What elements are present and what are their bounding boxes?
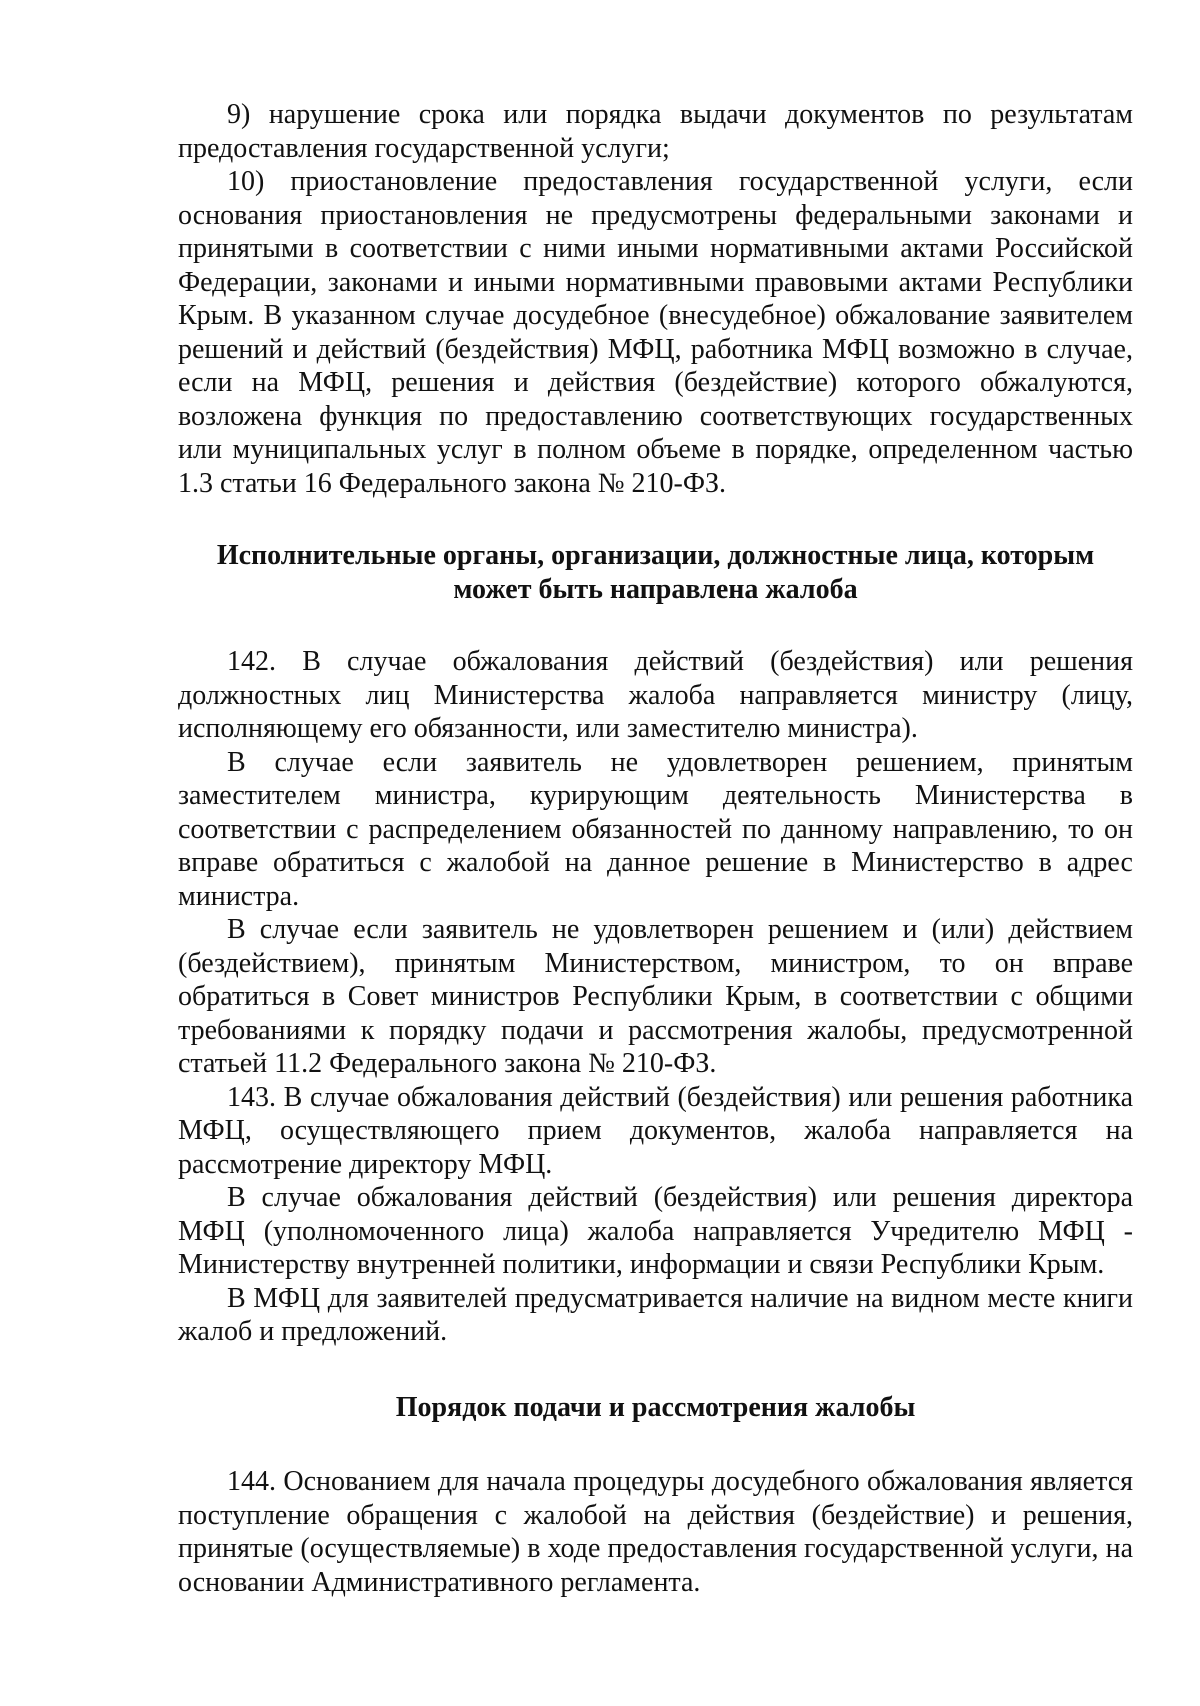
- paragraph-item-10: 10) приостановление предоставления государственной услуги, если основания приостановления не предусмотрены федеральными законами и принятыми в соответствии с ними иными нормативными актами Российской Федерации, законами и иными нормативными правовыми актами Республики Крым. В указанном случае досудебное (внесудебное) обжалование заявителем решений и действий (бездействия) МФЦ, работника МФЦ возможно в случае, если на МФЦ, решения и действия (бездействие) которого обжалуются, возложена функция по предоставлению соответствующих государственных или муниципальных услуг в полном объеме в порядке, определенном частью 1.3 статьи 16 Федерального закона № 210-ФЗ.: [178, 166, 1133, 499]
- section-heading-complaint-recipients: [178, 539, 1133, 606]
- paragraph-142: 142. В случае обжалования действий (бездействия) или решения должностных лиц Министерства жалоба направляется министру (лицу, исполняющему его обязанности, или заместителю министра).: [178, 646, 1133, 744]
- paragraph-144: 144. Основанием для начала процедуры досудебного обжалования является поступление обращения с жалобой на действия (бездействие) и решения, принятые (осуществляемые) в ходе предоставления государственной услуги, на основании Административного регламента.: [178, 1466, 1133, 1598]
- paragraph-item-9: 9) нарушение срока или порядка выдачи документов по результатам предоставления государственной услуги;: [178, 99, 1133, 164]
- section-heading-line-1: Исполнительные органы, организации, должностные лица, которым: [216, 540, 1095, 571]
- paragraph-142-council: В случае если заявитель не удовлетворен решением и (или) действием (бездействием), принятым Министерством, министром, то он вправе обратиться в Совет министров Республики Крым, в соответствии с общими требованиями к порядку подачи и рассмотрения жалобы, предусмотренной статьей 11.2 Федерального закона № 210-ФЗ.: [178, 914, 1133, 1079]
- document-body: [178, 98, 1133, 1599]
- paragraph-143-book: В МФЦ для заявителей предусматривается наличие на видном месте книги жалоб и предложений.: [178, 1282, 1133, 1347]
- section-heading-line-2: может быть направлена жалоба: [453, 573, 858, 605]
- section-heading-complaint-procedure: Порядок подачи и рассмотрения жалобы: [395, 1391, 916, 1423]
- paragraph-143-director: В случае обжалования действий (бездействия) или решения директора МФЦ (уполномоченного лица) жалоба направляется Учредителю МФЦ - Министерству внутренней политики, информации и связи Республики Крым.: [178, 1182, 1133, 1280]
- paragraph-142-deputy: В случае если заявитель не удовлетворен решением, принятым заместителем министра, курирующим деятельность Министерства в соответствии с распределением обязанностей по данному направлению, то он вправе обратиться с жалобой на данное решение в Министерство в адрес министра.: [178, 746, 1133, 912]
- paragraph-143: 143. В случае обжалования действий (бездействия) или решения работника МФЦ, осуществляющего прием документов, жалоба направляется на рассмотрение директору МФЦ.: [178, 1081, 1133, 1180]
